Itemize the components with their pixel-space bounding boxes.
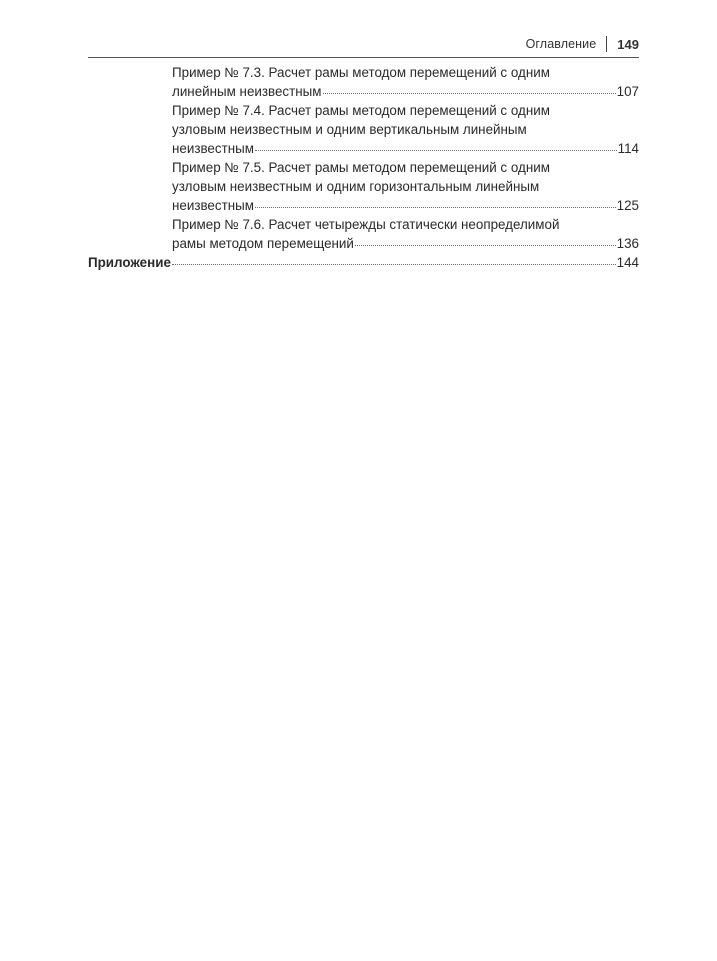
toc-entry-last-line: [88, 254, 639, 273]
header-rule: [88, 57, 639, 58]
dot-leader: [255, 196, 616, 209]
dot-leader: [323, 83, 616, 96]
toc-entry[interactable]: [88, 64, 639, 102]
toc-entry[interactable]: [88, 216, 639, 254]
toc-entry-last-line: [172, 196, 639, 215]
toc-entry-last-line: [172, 234, 639, 253]
toc-entry-line: узловым неизвестным и одним вертикальным линейным: [172, 121, 527, 137]
table-of-contents: [88, 64, 639, 273]
toc-entry-line: Пример № 7.5. Расчет рамы методом перемещений с одним: [172, 159, 550, 175]
toc-entry-line: Пример № 7.4. Расчет рамы методом перемещений с одним: [172, 102, 550, 118]
toc-page-number: 136: [616, 235, 639, 251]
dot-leader: [355, 234, 616, 247]
header-separator: [606, 36, 607, 52]
toc-entry-text: рамы методом перемещений: [172, 235, 354, 251]
toc-entry-line: узловым неизвестным и одним горизонтальным линейным: [172, 178, 540, 194]
toc-appendix-title: Приложение: [88, 254, 171, 270]
toc-entry-appendix[interactable]: [88, 254, 639, 273]
toc-entry-text: неизвестным: [172, 140, 254, 156]
toc-entry-line: Пример № 7.3. Расчет рамы методом перемещений с одним: [172, 65, 550, 80]
toc-entry-line: Пример № 7.6. Расчет четырежды статически неопределимой: [172, 216, 560, 232]
toc-entry[interactable]: [88, 102, 639, 159]
toc-page-number: 114: [617, 140, 639, 156]
toc-entry-text: неизвестным: [172, 197, 254, 213]
page-number: 149: [617, 36, 639, 52]
toc-page-number: 144: [616, 254, 639, 270]
toc-entry[interactable]: [88, 159, 639, 216]
toc-page-number: 107: [616, 84, 639, 100]
running-header: [526, 36, 639, 52]
toc-entry-text: линейным неизвестным: [172, 84, 322, 100]
dot-leader: [172, 254, 616, 267]
running-header-section: Оглавление: [525, 37, 597, 51]
toc-entry-last-line: [172, 140, 639, 159]
dot-leader: [255, 140, 617, 153]
toc-entry-last-line: [172, 83, 639, 102]
toc-page-number: 125: [616, 197, 639, 213]
